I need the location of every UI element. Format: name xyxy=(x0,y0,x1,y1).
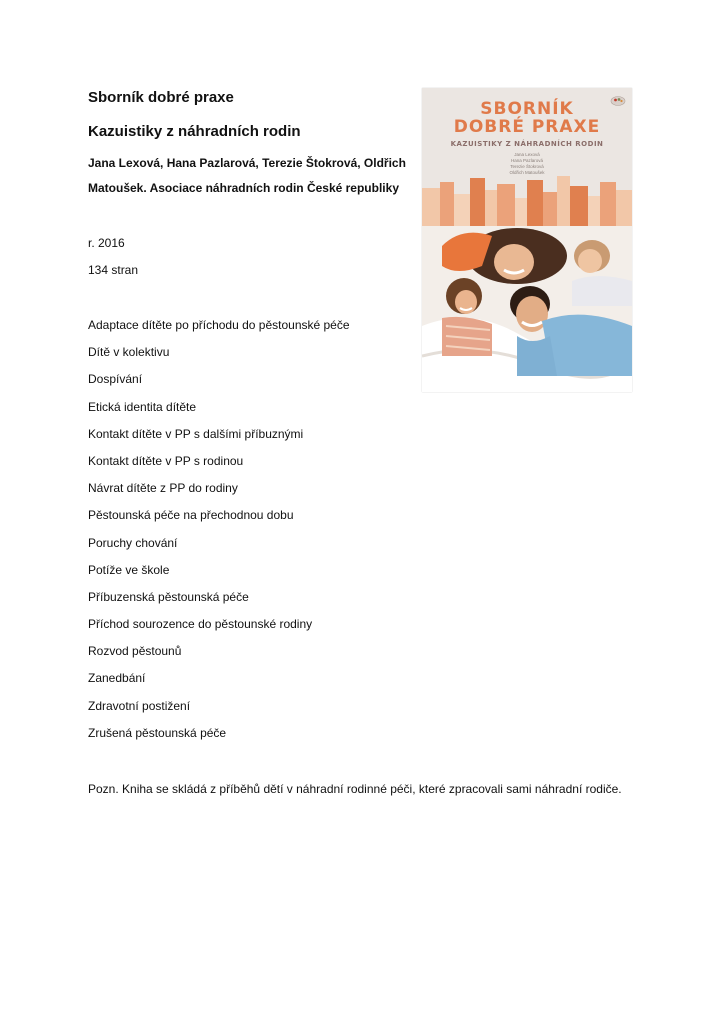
cover-subtitle: KAZUISTIKY Z NÁHRADNÍCH RODIN xyxy=(450,140,604,148)
cover-author: Oldřich Matoušek xyxy=(509,170,545,175)
cover-title-line-1: SBORNÍK xyxy=(480,99,574,119)
cover-author: Jana Lexová xyxy=(514,152,540,157)
topic-item: Adaptace dítěte po příchodu do pěstounské péče xyxy=(88,318,350,332)
topic-item: Poruchy chování xyxy=(88,535,178,550)
book-subtitle: Kazuistiky z náhradních rodin xyxy=(88,123,301,140)
topic-item: Potíže ve škole xyxy=(88,562,170,577)
family-photo xyxy=(422,226,632,392)
book-cover-image xyxy=(422,88,632,392)
topic-item: Zrušená pěstounská péče xyxy=(88,725,227,740)
cover-author: Terezie Štokrová xyxy=(510,164,544,169)
topic-item: Zanedbání xyxy=(88,671,146,686)
topic-item: Pěstounská péče na přechodnou dobu xyxy=(88,508,294,523)
book-note: Pozn. Kniha se skládá z příběhů dětí v náhradní rodinné péči, které zpracovali sami náhradní rodiče. xyxy=(88,782,622,796)
book-title: Sborník dobré praxe xyxy=(88,89,234,106)
publication-year: r. 2016 xyxy=(88,236,125,250)
authors-line-2: Matoušek. Asociace náhradních rodin České republiky xyxy=(88,181,399,195)
cover-author: Hana Pazlarová xyxy=(510,158,544,163)
topic-item: Rozvod pěstounů xyxy=(88,644,182,659)
topic-item: Dítě v kolektivu xyxy=(88,345,170,360)
topic-item: Návrat dítěte z PP do rodiny xyxy=(88,481,238,496)
topic-item: Příchod sourozence do pěstounské rodiny xyxy=(88,617,313,632)
topic-item: Zdravotní postižení xyxy=(88,698,191,713)
topic-item: Kontakt dítěte v PP s rodinou xyxy=(88,453,244,468)
page-count: 134 stran xyxy=(88,263,139,277)
cover-color-bars xyxy=(422,170,632,226)
topic-item: Dospívání xyxy=(88,372,143,387)
authors-line-1: Jana Lexová, Hana Pazlarová, Terezie Štokrová, Oldřich xyxy=(88,156,406,170)
topic-list xyxy=(88,317,350,752)
topic-item: Etická identita dítěte xyxy=(88,399,197,414)
topic-item: Příbuzenská pěstounská péče xyxy=(88,589,249,604)
cover-title-line-2: DOBRÉ PRAXE xyxy=(453,117,601,137)
topic-item: Kontakt dítěte v PP s dalšími příbuznými xyxy=(88,426,304,441)
